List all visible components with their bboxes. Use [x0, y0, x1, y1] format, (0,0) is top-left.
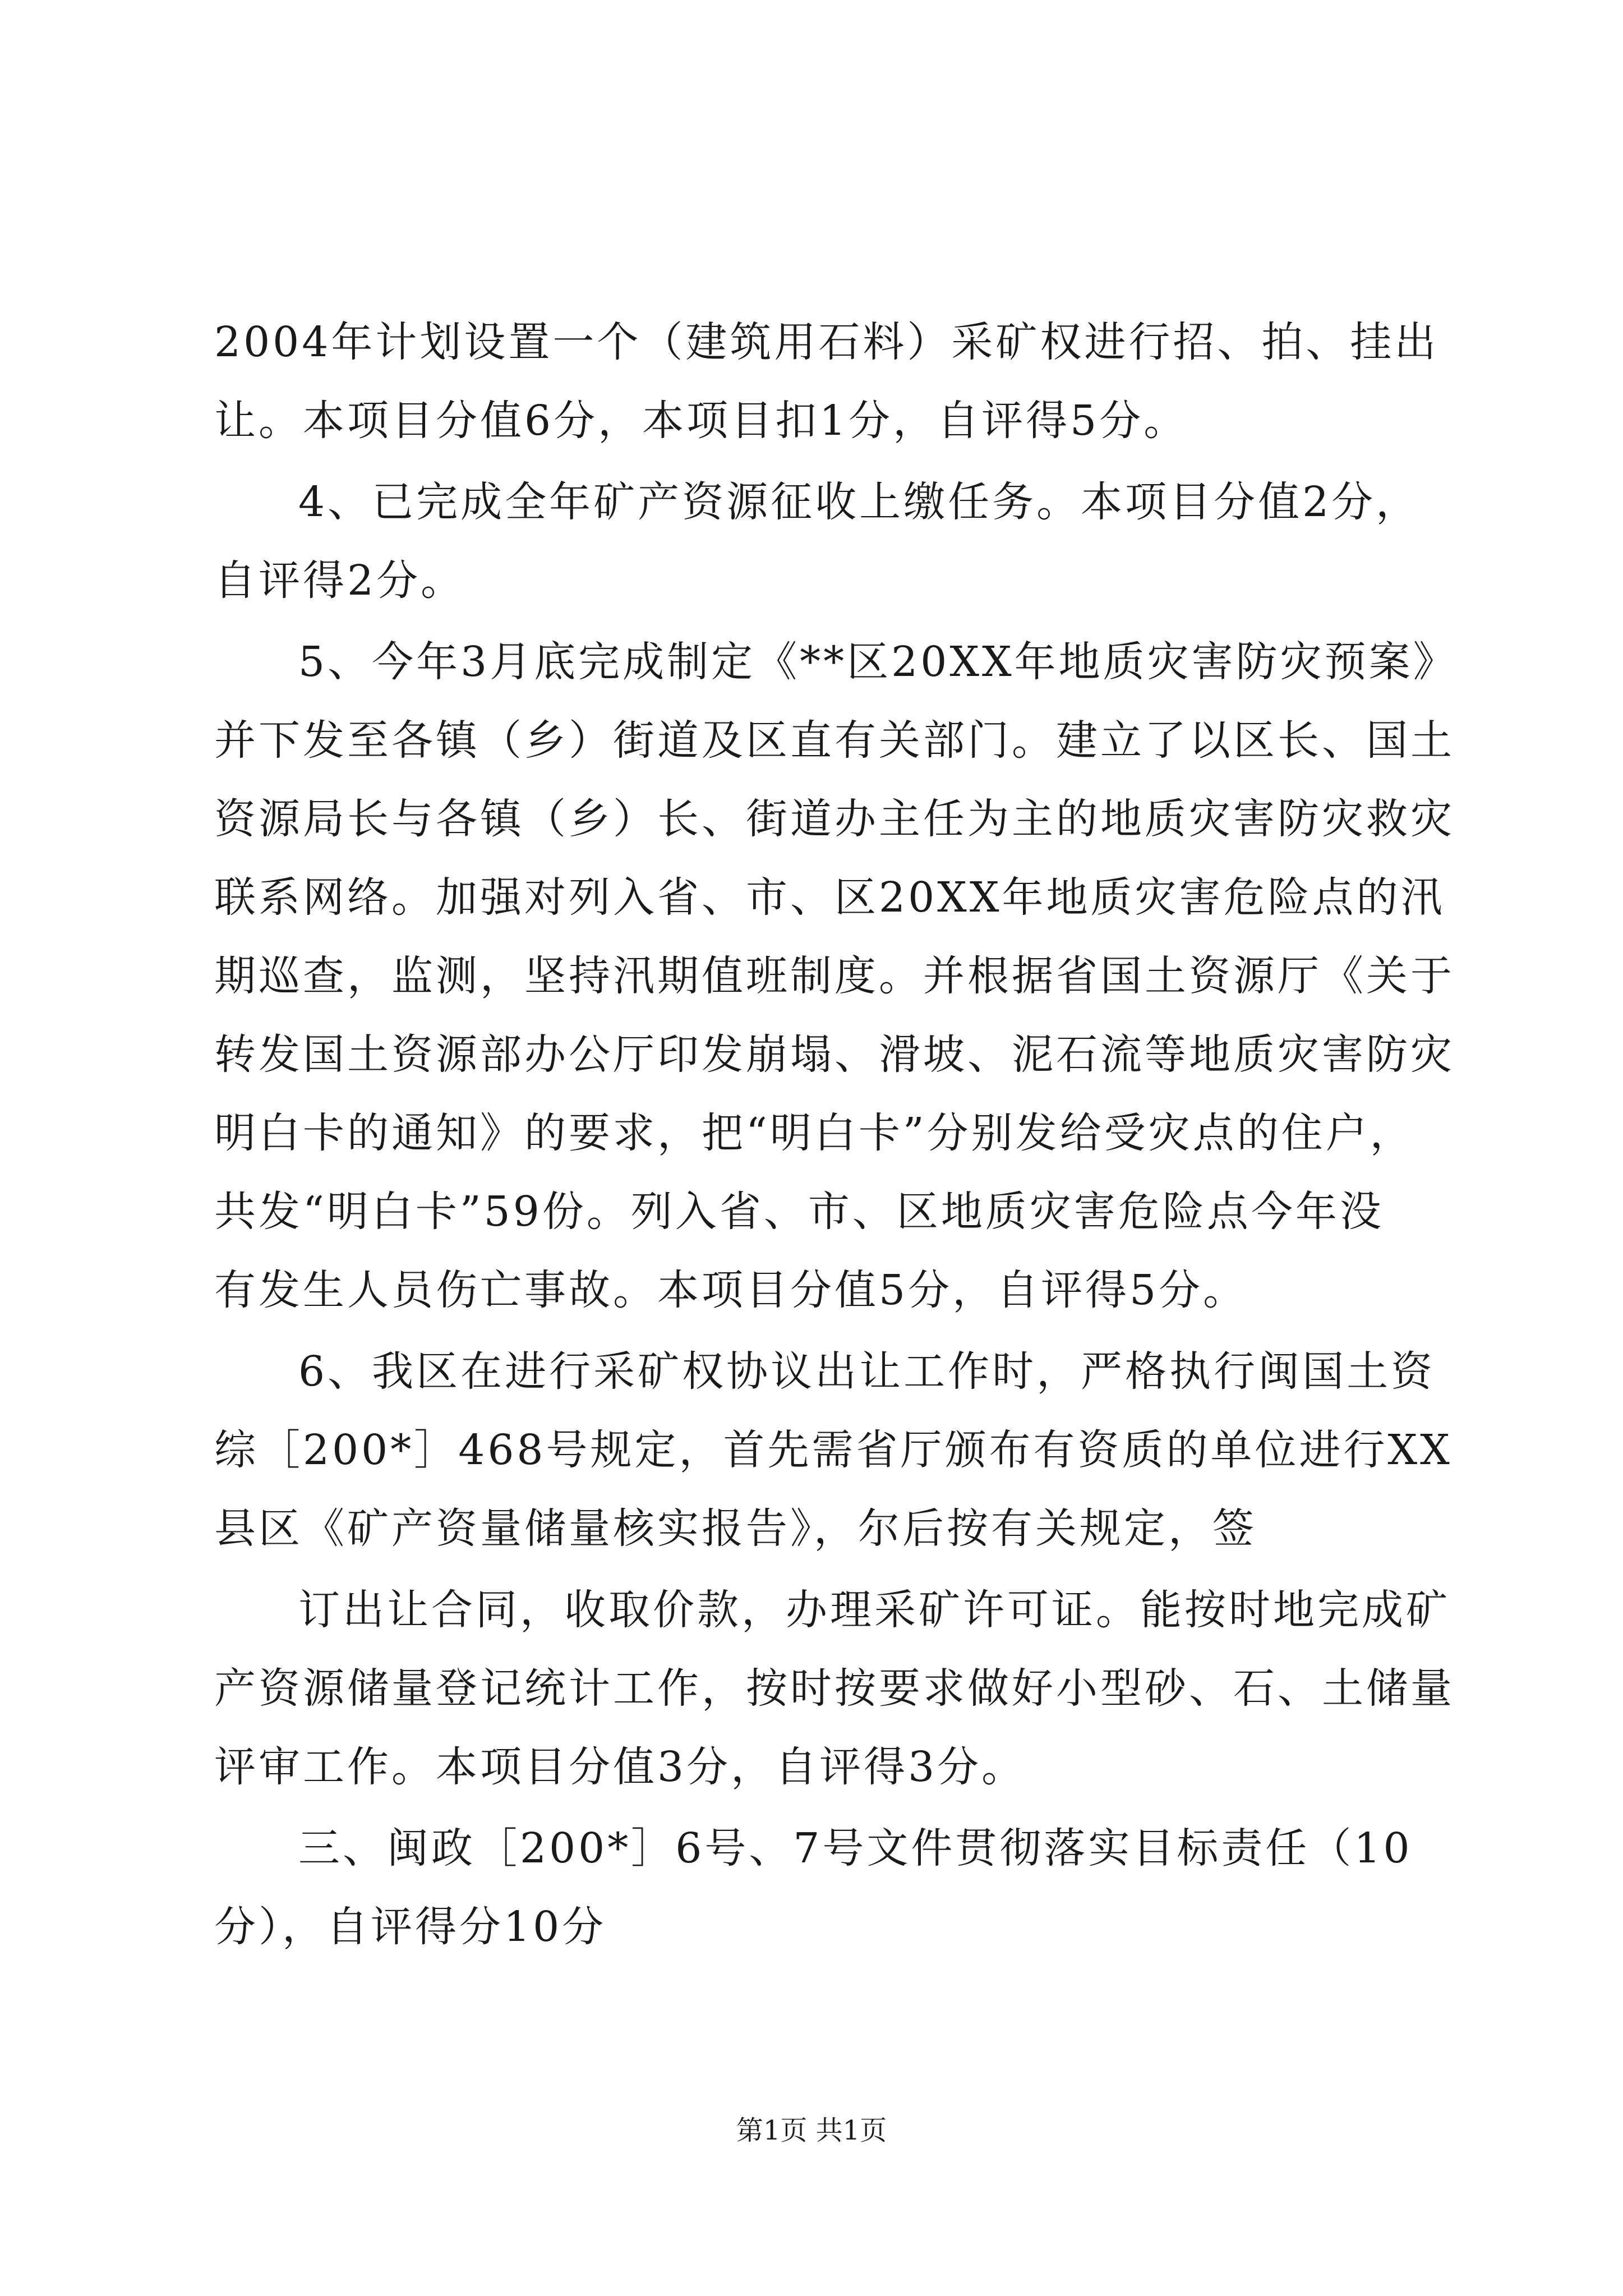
text-line: 分），自评得分10分	[214, 1903, 607, 1951]
text-line: 6、我区在进行采矿权协议出让工作时，严格执行闽国土资	[298, 1347, 1436, 1396]
text-line: 三、闽政［200*］6号、7号文件贯彻落实目标责任（10	[298, 1824, 1413, 1872]
text-line: 资源局长与各镇（乡）长、街道办主任为主的地质灾害防灾救灾	[214, 795, 1455, 843]
text-line: 评审工作。本项目分值3分，自评得3分。	[214, 1743, 1026, 1791]
text-line: 联系网络。加强对列入省、市、区20XX年地质灾害危险点的汛	[214, 873, 1445, 922]
text-line: 有发生人员伤亡事故。本项目分值5分，自评得5分。	[214, 1266, 1248, 1314]
text-line: 2004年计划设置一个（建筑用石料）采矿权进行招、拍、挂出	[214, 318, 1439, 366]
text-line: 产资源储量登记统计工作，按时按要求做好小型砂、石、土储量	[214, 1664, 1455, 1713]
text-line: 共发“明白卡”59份。列入省、市、区地质灾害危险点今年没	[214, 1188, 1384, 1236]
text-line: 并下发至各镇（乡）街道及区直有关部门。建立了以区长、国土	[214, 716, 1455, 765]
text-line: 县区《矿产资量储量核实报告》，尔后按有关规定，签	[214, 1504, 1257, 1553]
text-line: 4、已完成全年矿产资源征收上缴任务。本项目分值2分，	[298, 478, 1421, 526]
page-footer: 第1页 共1页	[736, 2115, 887, 2146]
text-line: 让。本项目分值6分，本项目扣1分，自评得5分。	[214, 397, 1188, 445]
text-line: 明白卡的通知》的要求，把“明白卡”分别发给受灾点的住户，	[214, 1109, 1414, 1157]
text-line: 自评得2分。	[214, 556, 465, 605]
text-line: 综［200*］468号规定，首先需省厅颁布有资质的单位进行XX	[214, 1426, 1453, 1474]
text-line: 转发国土资源部办公厅印发崩塌、滑坡、泥石流等地质灾害防灾	[214, 1030, 1455, 1079]
text-line: 订出让合同，收取价款，办理采矿许可证。能按时地完成矿	[298, 1586, 1450, 1634]
text-line: 5、今年3月底完成制定《**区20XX年地质灾害防灾预案》	[298, 638, 1458, 686]
text-line: 期巡查，监测，坚持汛期值班制度。并根据省国土资源厅《关于	[214, 952, 1455, 1000]
